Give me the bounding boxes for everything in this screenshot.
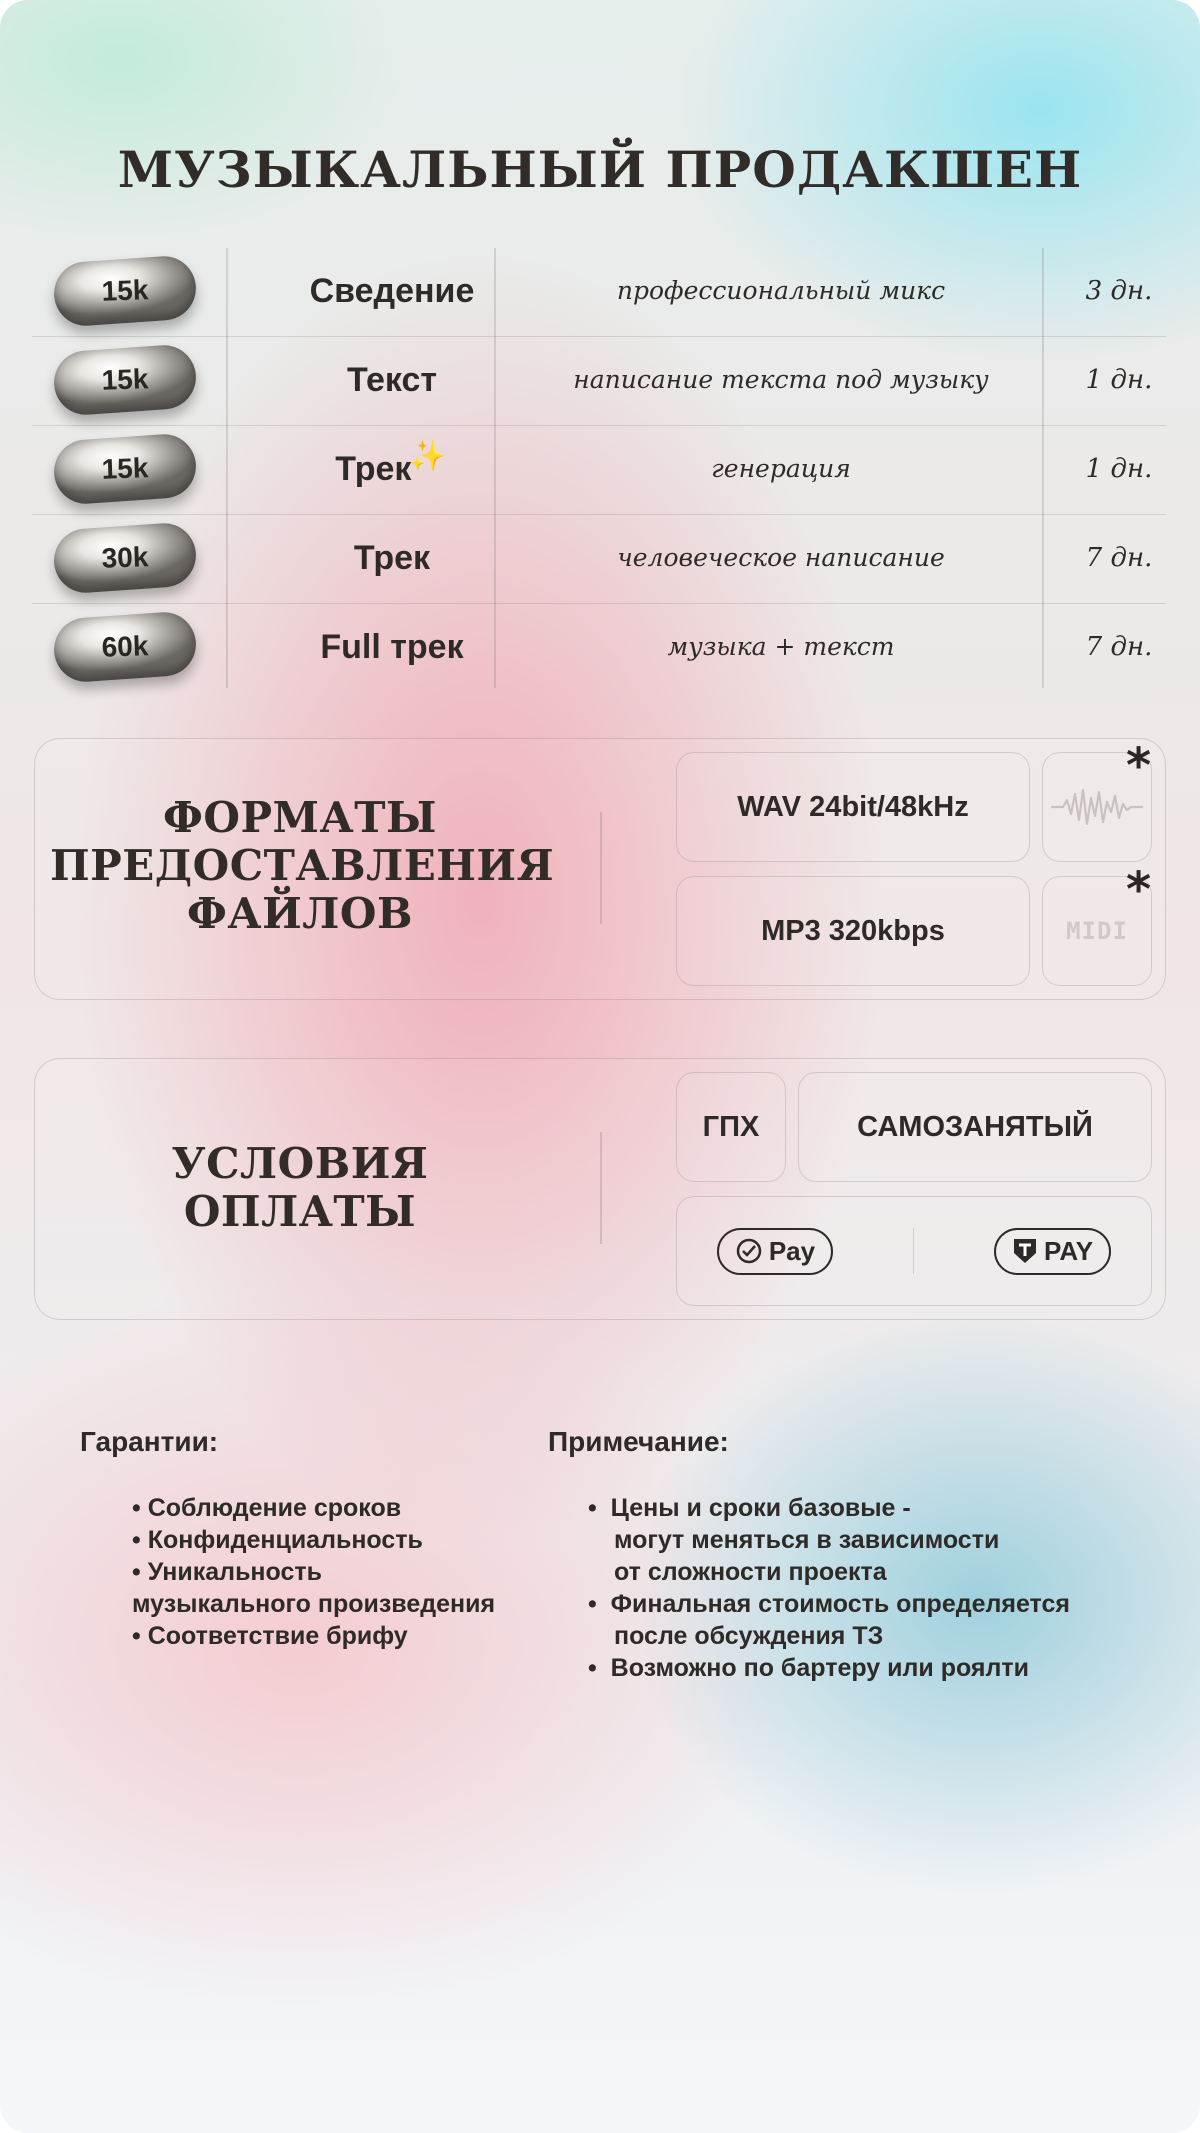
service-description: музыка + текст (667, 632, 895, 661)
list-item: от сложности проекта (614, 1558, 887, 1586)
gpx-option: ГПХ (676, 1072, 786, 1182)
format-wav: WAV 24bit/48kHz (676, 752, 1030, 862)
payment-separator (913, 1228, 915, 1274)
service-name: Сведение (309, 272, 475, 310)
service-duration: 7 дн. (1085, 632, 1153, 662)
notes-heading: Примечание: (548, 1426, 729, 1457)
payment-title: УСЛОВИЯ ОПЛАТЫ (171, 1139, 429, 1236)
price-row (32, 248, 1166, 337)
payment-divider (600, 1132, 602, 1244)
guarantees-heading: Гарантии: (80, 1426, 219, 1457)
price-row (32, 515, 1166, 604)
price-pill: 15k (52, 254, 198, 328)
formats-title: ФОРМАТЫ ПРЕДОСТАВЛЕНИЯ ФАЙЛОВ (50, 793, 555, 938)
price-pill: 30k (52, 521, 198, 595)
list-item: • Конфиденциальность (132, 1526, 423, 1554)
price-table (32, 248, 1166, 692)
price-pill: 15k (52, 432, 198, 506)
list-item: • Финальная стоимость определяется (588, 1590, 1070, 1618)
sparkle-icon: ✨ (409, 440, 447, 473)
asterisk-mark: * (1126, 738, 1152, 794)
service-duration: 1 дн. (1085, 365, 1153, 395)
service-duration: 3 дн. (1085, 276, 1153, 306)
payment-methods (676, 1196, 1152, 1306)
service-description: профессиональный микс (616, 276, 946, 305)
tpay-icon: PAY (994, 1228, 1111, 1275)
page-title: МУЗЫКАЛЬНЫЙ ПРОДАКШЕН (117, 140, 1083, 199)
list-item: • Возможно по бартеру или роялти (588, 1654, 1030, 1682)
list-item: • Соблюдение сроков (132, 1494, 402, 1522)
midi-icon: MIDI (1042, 876, 1152, 986)
service-description: человеческое написание (617, 543, 945, 572)
service-name: Full трек (320, 628, 464, 666)
service-name: Текст (346, 361, 438, 399)
list-item: могут меняться в зависимости (614, 1526, 1000, 1554)
list-item: после обсуждения ТЗ (614, 1622, 884, 1650)
list-item: • Уникальность (132, 1558, 322, 1586)
list-item: • Соответствие брифу (132, 1622, 408, 1650)
service-duration: 7 дн. (1085, 543, 1153, 573)
service-description: написание текста под музыку (573, 365, 989, 394)
service-name: Трек✨ (335, 440, 447, 488)
price-pill: 60k (52, 610, 198, 684)
self-employed-option: САМОЗАНЯТЫЙ (798, 1072, 1152, 1182)
service-name: Трек (353, 539, 431, 577)
service-description: генерация (711, 454, 851, 483)
format-mp3: MP3 320kbps (676, 876, 1030, 986)
price-row (32, 337, 1166, 426)
price-pill: 15k (52, 343, 198, 417)
formats-divider (600, 812, 602, 924)
price-row (32, 604, 1166, 692)
sbp-pay-icon: Pay (717, 1228, 833, 1275)
notes-list (588, 1492, 1070, 1684)
asterisk-mark: * (1126, 862, 1152, 918)
list-item: • Цены и сроки базовые - (588, 1494, 911, 1522)
list-item: музыкального произведения (132, 1590, 496, 1618)
guarantees-list (132, 1492, 495, 1652)
price-row (32, 426, 1166, 515)
service-duration: 1 дн. (1085, 454, 1153, 484)
